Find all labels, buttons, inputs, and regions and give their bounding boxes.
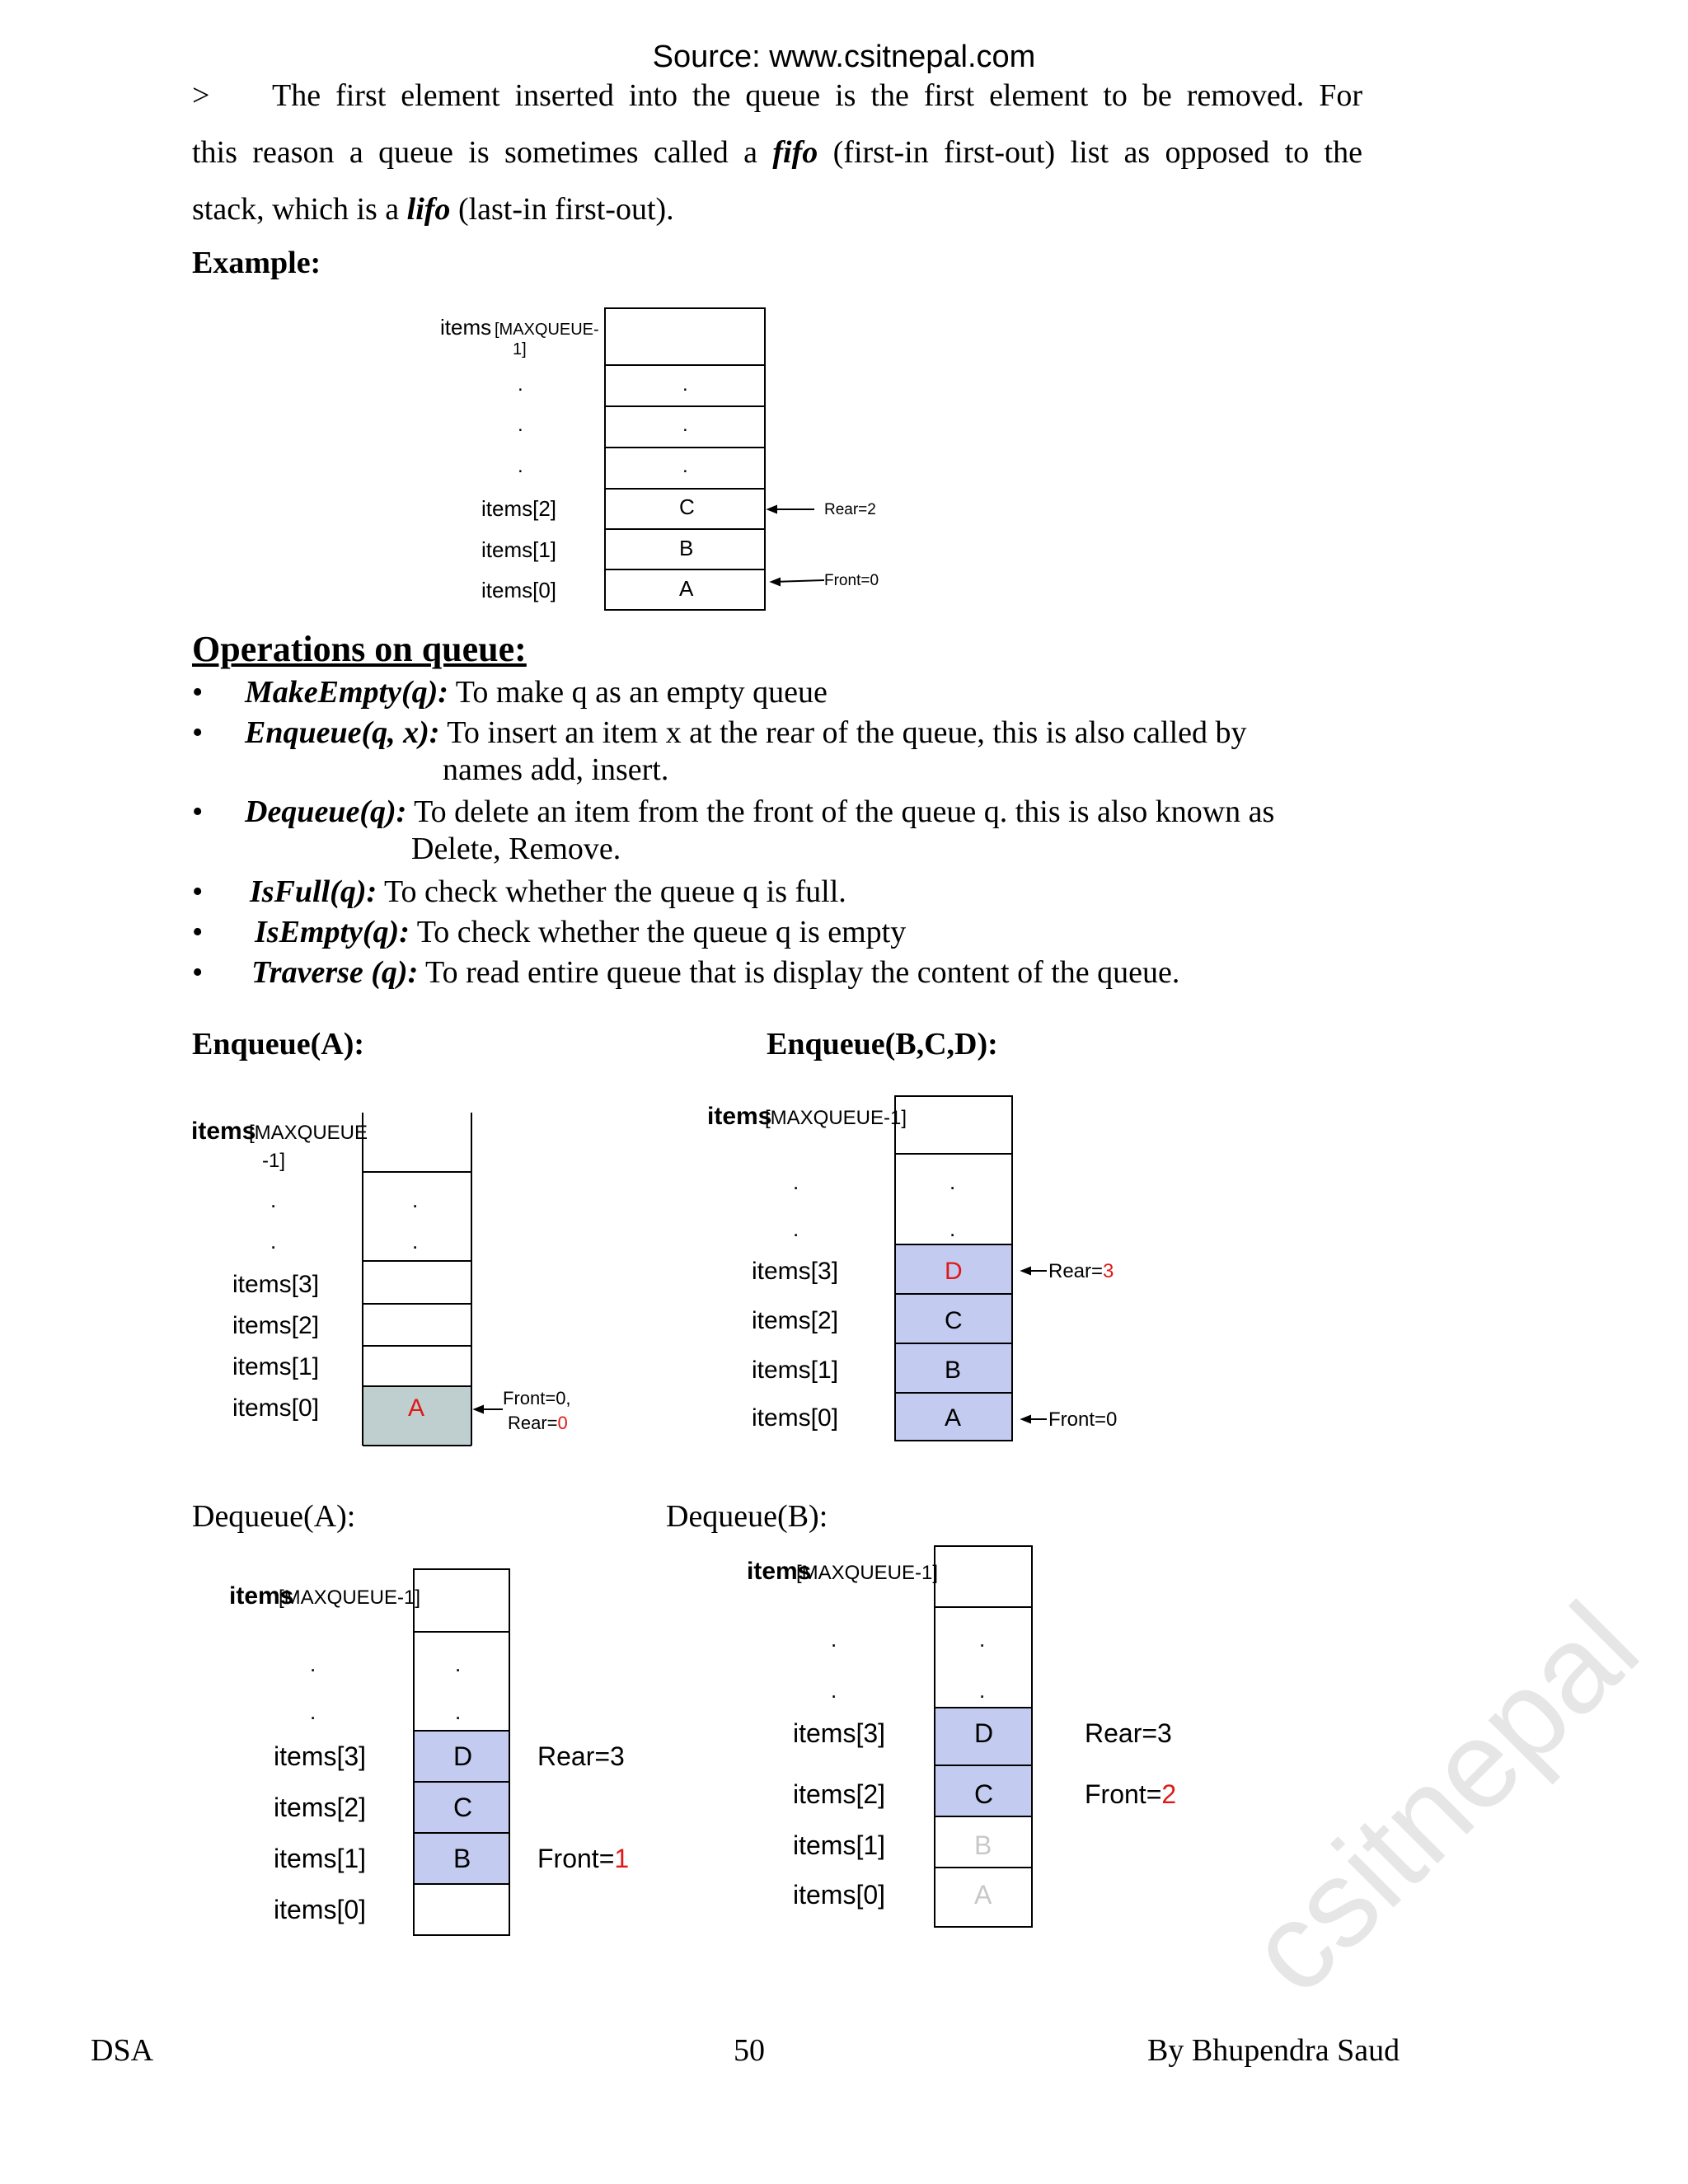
deqa-dot-cell-2: .: [455, 1699, 462, 1724]
deqa-row-1: items[1]: [274, 1844, 367, 1873]
example-queue-diagram: [429, 305, 890, 618]
deqa-row-0: items[0]: [274, 1895, 367, 1924]
dequeue-b-title: Dequeue(B):: [666, 1499, 828, 1534]
deqb-row-2: items[2]: [793, 1779, 886, 1809]
bullet-dot: •: [192, 715, 204, 750]
deqb-rear-label: Rear=3: [1085, 1718, 1172, 1748]
deqa-cell-c: C: [453, 1793, 473, 1822]
deqb-front-label: Front=2: [1085, 1779, 1177, 1809]
enqbcd-front-label: Front=0: [1048, 1408, 1118, 1431]
ex-dot-label-3: .: [518, 455, 523, 477]
enqbcd-row-3: items[3]: [752, 1258, 839, 1285]
deqa-dot-cell-1: .: [455, 1652, 462, 1676]
enqbcd-dot-label-2: .: [793, 1216, 799, 1241]
watermark: csitnepal: [1221, 1576, 1664, 2020]
example-heading: Example:: [192, 246, 321, 280]
enqbcd-label-items: items: [707, 1103, 772, 1130]
intro-text-2b: (first-in first-out) list as opposed to the: [818, 135, 1362, 170]
enqa-dot-label-2: .: [270, 1229, 277, 1254]
deqa-dot-label-2: .: [310, 1699, 316, 1724]
deqb-cell-c: C: [974, 1779, 994, 1809]
ex-dot-label-1: .: [518, 373, 523, 396]
enqa-label-maxq: [MAXQUEUE: [249, 1122, 368, 1144]
enqa-row-3: items[3]: [232, 1271, 320, 1298]
enqbcd-dot-cell-1: .: [950, 1169, 956, 1194]
deqa-label-items: items: [229, 1582, 294, 1610]
intro-line-1: [192, 68, 1362, 124]
bullet-dot: •: [192, 915, 204, 949]
enqa-row-2: items[2]: [232, 1312, 320, 1339]
enqa-dot-label-1: .: [270, 1188, 277, 1212]
ex-top-label-items: items: [440, 315, 492, 340]
enqbcd-cell-b: B: [945, 1357, 962, 1384]
deqb-dot-cell-1: .: [979, 1627, 986, 1652]
ex-row-label-2: items[2]: [481, 496, 557, 521]
intro-line-2: [192, 124, 1362, 181]
enqa-cell-a: A: [408, 1394, 425, 1422]
ex-row-label-1: items[1]: [481, 537, 557, 562]
enqbcd-row-1: items[1]: [752, 1357, 839, 1384]
ex-dot-label-2: .: [518, 414, 523, 436]
enqueue-bcd-diagram: [701, 1088, 1162, 1451]
enqa-dot-cell-1: .: [412, 1188, 419, 1212]
op-desc: To insert an item x at the rear of the queue, this is also called by: [439, 715, 1247, 750]
ex-cell-a: A: [679, 576, 694, 601]
operations-list: [192, 674, 1387, 996]
footer-left: DSA: [91, 2033, 154, 2068]
dequeue-b-diagram: [742, 1541, 1203, 1945]
deqb-dot-label-1: .: [831, 1627, 837, 1652]
enqbcd-cell-d: D: [945, 1258, 963, 1285]
deqa-cell-b: B: [453, 1844, 471, 1873]
dequeue-a-diagram: [223, 1558, 651, 1945]
intro-text-1: The first element inserted into the queue is the first element to be removed. For: [272, 78, 1362, 113]
enqbcd-label-maxq: [MAXQUEUE-1]: [765, 1107, 907, 1129]
bullet-dot: •: [192, 874, 204, 909]
enqbcd-dot-label-1: .: [793, 1169, 799, 1194]
ex-dot-cell-1: .: [682, 373, 688, 396]
enqbcd-dot-cell-2: .: [950, 1216, 956, 1241]
intro-line-3: [192, 181, 1362, 238]
op-name: MakeEmpty(q):: [245, 675, 448, 710]
enqbcd-rear-label: Rear=3: [1048, 1260, 1114, 1282]
deqb-label-items: items: [747, 1558, 812, 1585]
deqa-row-2: items[2]: [274, 1793, 367, 1822]
deqb-label-maxq: [MAXQUEUE-1]: [796, 1562, 939, 1584]
enqbcd-row-2: items[2]: [752, 1307, 839, 1334]
intro-paragraph: [192, 68, 1362, 238]
deqb-cell-a-removed: A: [974, 1880, 992, 1910]
enqueue-bcd-title: Enqueue(B,C,D):: [767, 1027, 998, 1062]
source-header: Source: www.csitnepal.com: [652, 40, 1036, 74]
op-cont-enqueue: names add, insert.: [443, 752, 669, 787]
op-cont-dequeue: Delete, Remove.: [411, 832, 621, 866]
lifo-term: lifo: [406, 192, 451, 227]
intro-text-3b: (last-in first-out).: [450, 192, 674, 227]
ex-row-label-0: items[0]: [481, 578, 557, 602]
deqb-row-1: items[1]: [793, 1830, 886, 1860]
enqa-label-items: items: [191, 1118, 256, 1145]
op-desc: To check whether the queue q is empty: [409, 915, 907, 949]
footer-author: By Bhupendra Saud: [1147, 2033, 1400, 2068]
bullet-dot: •: [192, 955, 204, 990]
op-desc: To make q as an empty queue: [448, 675, 828, 710]
op-name: Dequeue(q):: [245, 794, 407, 829]
deqb-row-3: items[3]: [793, 1718, 886, 1748]
deqb-cell-b-removed: B: [974, 1830, 992, 1860]
deqb-row-0: items[0]: [793, 1880, 886, 1910]
op-name: Traverse (q):: [251, 955, 419, 990]
dequeue-a-title: Dequeue(A):: [192, 1499, 356, 1534]
op-desc: To check whether the queue q is full.: [377, 874, 846, 909]
enqbcd-cell-a: A: [945, 1404, 962, 1432]
op-name: Enqueue(q, x):: [245, 715, 440, 750]
op-desc: To delete an item from the front of the queue q. this is also known as: [406, 794, 1275, 829]
fifo-term: fifo: [772, 135, 818, 170]
enqa-row-1: items[1]: [232, 1353, 320, 1380]
ex-top-label-end: 1]: [513, 340, 527, 359]
enqbcd-cell-c: C: [945, 1307, 963, 1334]
deqa-row-3: items[3]: [274, 1741, 367, 1771]
bullet-dot: •: [192, 794, 204, 829]
enqa-label-maxq-end: -1]: [262, 1150, 286, 1172]
ex-dot-cell-2: .: [682, 414, 688, 436]
ex-cell-b: B: [679, 536, 694, 560]
deqa-dot-label-1: .: [310, 1652, 316, 1676]
enqa-row-0: items[0]: [232, 1394, 320, 1422]
deqb-cell-d: D: [974, 1718, 994, 1748]
ex-rear-label: Rear=2: [824, 501, 876, 518]
page-number: 50: [734, 2033, 765, 2068]
enqueue-a-diagram: [190, 1104, 585, 1459]
enqa-rear-label: Rear=0: [508, 1413, 568, 1433]
ex-top-label-maxq: [MAXQUEUE-: [495, 321, 599, 339]
deqb-dot-label-2: .: [831, 1678, 837, 1703]
deqa-rear-label: Rear=3: [537, 1741, 625, 1771]
op-desc: To read entire queue that is display the content of the queue.: [418, 955, 1180, 990]
enqa-front-label: Front=0,: [503, 1388, 571, 1408]
intro-text-3a: stack, which is a: [192, 192, 407, 227]
deqa-cell-d: D: [453, 1741, 473, 1771]
ex-dot-cell-3: .: [682, 455, 688, 477]
operations-heading: Operations on queue:: [192, 629, 527, 669]
deqa-label-maxq: [MAXQUEUE-1]: [279, 1586, 421, 1609]
ex-front-label: Front=0: [824, 572, 879, 589]
bullet-marker: >: [192, 78, 210, 113]
op-name: IsEmpty(q):: [255, 915, 410, 949]
enqa-dot-cell-2: .: [412, 1229, 419, 1254]
intro-text-2a: this reason a queue is sometimes called a: [192, 135, 773, 170]
deqa-front-label: Front=1: [537, 1844, 630, 1873]
op-name: IsFull(q):: [250, 874, 377, 909]
deqb-dot-cell-2: .: [979, 1678, 986, 1703]
bullet-dot: •: [192, 675, 204, 710]
ex-cell-c: C: [679, 494, 695, 519]
enqbcd-row-0: items[0]: [752, 1404, 839, 1432]
enqueue-a-title: Enqueue(A):: [192, 1027, 365, 1062]
